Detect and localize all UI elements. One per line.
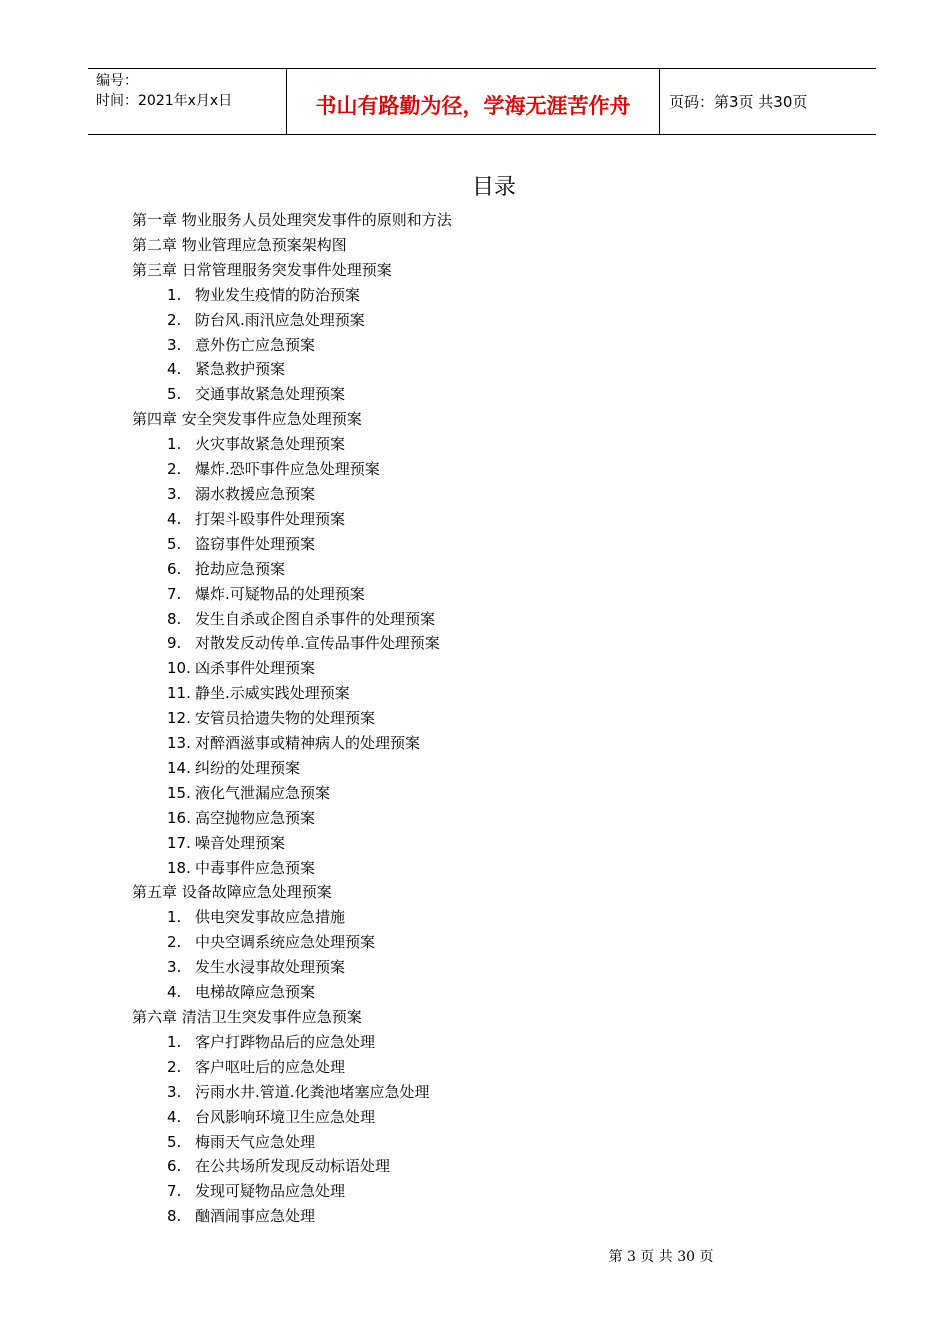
header-time: 时间：2021年x月x日 xyxy=(96,93,233,109)
toc-entry-text: 盗窃事件处理预案 xyxy=(195,534,316,553)
toc-item[interactable] xyxy=(132,905,832,930)
toc-item-number: 16. xyxy=(167,808,191,827)
toc-item[interactable] xyxy=(132,457,832,482)
toc-item-number: 4. xyxy=(167,360,182,379)
toc-item-number: 2. xyxy=(167,460,182,479)
toc-entry-text: 纠纷的处理预案 xyxy=(195,758,301,777)
toc-entry-text: 抢劫应急预案 xyxy=(195,559,286,578)
toc-entry-text: 酗酒闹事应急处理 xyxy=(195,1207,316,1226)
toc-entry-text: 高空抛物应急预案 xyxy=(195,808,316,827)
toc-entry-text: 对散发反动传单.宣传品事件处理预案 xyxy=(195,634,440,653)
toc-item[interactable] xyxy=(132,806,832,831)
page-footer: 第 3 页 共 30 页 xyxy=(608,1249,714,1265)
toc-item-number: 9. xyxy=(167,634,182,653)
toc-item[interactable] xyxy=(132,1179,832,1204)
toc-item[interactable] xyxy=(132,756,832,781)
toc-chapter[interactable] xyxy=(132,407,832,432)
toc-entry-text: 交通事故紧急处理预案 xyxy=(195,385,346,404)
toc-item-number: 1. xyxy=(167,1032,182,1051)
toc-item[interactable] xyxy=(132,432,832,457)
toc-entry-text: 紧急救护预案 xyxy=(195,360,286,379)
toc-entry-text: 污雨水井.管道.化粪池堵塞应急处理 xyxy=(195,1082,430,1101)
toc-item-number: 5. xyxy=(167,534,182,553)
toc-item-number: 3. xyxy=(167,484,182,503)
toc-item-number: 3. xyxy=(167,335,182,354)
toc-chapter[interactable] xyxy=(132,208,832,233)
toc-item[interactable] xyxy=(132,283,832,308)
toc-entry-text: 火灾事故紧急处理预案 xyxy=(195,435,346,454)
toc-item[interactable] xyxy=(132,781,832,806)
toc-item-number: 18. xyxy=(167,858,191,877)
toc-item[interactable] xyxy=(132,532,832,557)
toc-entry-text: 物业服务人员处理突发事件的原则和方法 xyxy=(181,211,452,229)
header-number-label: 编号： xyxy=(96,73,138,89)
toc-entry-text: 日常管理服务突发事件处理预案 xyxy=(181,260,392,279)
toc-item-number: 3. xyxy=(167,1082,182,1101)
toc-item-number: 12. xyxy=(167,709,191,728)
toc-entry-text: 静坐.示威实践处理预案 xyxy=(195,684,350,703)
toc-item[interactable] xyxy=(132,308,832,333)
toc-item-number: 13. xyxy=(167,734,191,753)
toc-item[interactable] xyxy=(132,607,832,632)
toc-item-number: 2. xyxy=(167,933,182,952)
toc-item[interactable] xyxy=(132,856,832,881)
toc-entry-text: 液化气泄漏应急预案 xyxy=(195,783,331,802)
toc-item-number: 8. xyxy=(167,609,182,628)
toc-chapter-label: 第一章 xyxy=(132,211,178,229)
toc-entry-text: 中毒事件应急预案 xyxy=(195,858,316,877)
page-header xyxy=(88,68,876,135)
toc-entry-text: 安全突发事件应急处理预案 xyxy=(181,410,362,429)
toc-item-number: 7. xyxy=(167,1182,182,1201)
toc-item-number: 4. xyxy=(167,1107,182,1126)
toc-item[interactable] xyxy=(132,1130,832,1155)
toc-item[interactable] xyxy=(132,631,832,656)
toc-item-number: 3. xyxy=(167,958,182,977)
toc-item[interactable] xyxy=(132,656,832,681)
header-meta xyxy=(88,69,287,134)
toc-entry-text: 凶杀事件处理预案 xyxy=(195,659,316,678)
toc-item[interactable] xyxy=(132,582,832,607)
toc-chapter-label: 第三章 xyxy=(132,260,178,279)
toc-entry-text: 对醉酒滋事或精神病人的处理预案 xyxy=(195,734,421,753)
toc-chapter[interactable] xyxy=(132,233,832,258)
toc-chapter-label: 第六章 xyxy=(132,1008,178,1026)
header-motto: 书山有路勤为径，学海无涯苦作舟 xyxy=(287,69,660,134)
toc-entry-text: 打架斗殴事件处理预案 xyxy=(195,509,346,528)
toc-item[interactable] xyxy=(132,333,832,358)
toc-chapter-label: 第五章 xyxy=(132,883,178,902)
header-page-info: 页码：第3页 共30页 xyxy=(669,93,808,111)
toc-item[interactable] xyxy=(132,557,832,582)
toc-item-number: 15. xyxy=(167,783,191,802)
toc-item[interactable] xyxy=(132,1154,832,1179)
toc-item[interactable] xyxy=(132,482,832,507)
toc-item-number: 6. xyxy=(167,1157,182,1176)
toc-item-number: 1. xyxy=(167,908,182,927)
toc-item[interactable] xyxy=(132,955,832,980)
toc-item-number: 5. xyxy=(167,1132,182,1151)
toc-chapter-label: 第二章 xyxy=(132,235,178,254)
toc-item[interactable] xyxy=(132,681,832,706)
toc-item-number: 7. xyxy=(167,584,182,603)
toc-item-number: 4. xyxy=(167,509,182,528)
toc-item-number: 5. xyxy=(167,385,182,404)
toc-entry-text: 中央空调系统应急处理预案 xyxy=(195,933,376,952)
toc-entry-text: 供电突发事故应急措施 xyxy=(195,908,346,927)
toc-item-number: 1. xyxy=(167,285,182,304)
toc-item[interactable] xyxy=(132,831,832,856)
toc-item[interactable] xyxy=(132,980,832,1005)
table-of-contents xyxy=(132,208,832,1229)
toc-chapter[interactable] xyxy=(132,258,832,283)
toc-entry-text: 发生自杀或企图自杀事件的处理预案 xyxy=(195,609,436,628)
toc-item-number: 11. xyxy=(167,684,191,703)
toc-item[interactable] xyxy=(132,706,832,731)
toc-entry-text: 客户呕吐后的应急处理 xyxy=(195,1057,346,1076)
toc-entry-text: 防台风.雨汛应急处理预案 xyxy=(195,310,365,329)
toc-item[interactable] xyxy=(132,731,832,756)
toc-item[interactable] xyxy=(132,930,832,955)
toc-item-number: 2. xyxy=(167,310,182,329)
toc-entry-text: 爆炸.可疑物品的处理预案 xyxy=(195,584,365,603)
toc-entry-text: 客户打跸物品后的应急处理 xyxy=(195,1032,376,1051)
toc-title: 目录 xyxy=(471,175,516,200)
toc-chapter-label: 第四章 xyxy=(132,410,178,429)
toc-item[interactable] xyxy=(132,382,832,407)
toc-item-number: 8. xyxy=(167,1207,182,1226)
toc-item-number: 1. xyxy=(167,435,182,454)
toc-item[interactable] xyxy=(132,1105,832,1130)
toc-entry-text: 电梯故障应急预案 xyxy=(195,983,316,1002)
toc-entry-text: 物业管理应急预案架构图 xyxy=(181,235,347,254)
toc-item[interactable] xyxy=(132,1030,832,1055)
toc-chapter[interactable] xyxy=(132,1005,832,1030)
toc-entry-text: 安管员拾遗失物的处理预案 xyxy=(195,709,376,728)
toc-entry-text: 溺水救援应急预案 xyxy=(195,484,316,503)
toc-entry-text: 台风影响环境卫生应急处理 xyxy=(195,1107,376,1126)
toc-item[interactable] xyxy=(132,507,832,532)
toc-item[interactable] xyxy=(132,1055,832,1080)
toc-entry-text: 设备故障应急处理预案 xyxy=(181,883,332,902)
toc-item[interactable] xyxy=(132,357,832,382)
toc-item-number: 6. xyxy=(167,559,182,578)
toc-item-number: 17. xyxy=(167,833,191,852)
toc-item[interactable] xyxy=(132,1080,832,1105)
toc-entry-text: 在公共场所发现反动标语处理 xyxy=(195,1157,391,1176)
toc-entry-text: 梅雨天气应急处理 xyxy=(195,1132,316,1151)
toc-entry-text: 意外伤亡应急预案 xyxy=(195,335,316,354)
toc-entry-text: 清洁卫生突发事件应急预案 xyxy=(181,1008,362,1026)
toc-item-number: 14. xyxy=(167,758,191,777)
toc-chapter[interactable] xyxy=(132,880,832,905)
toc-entry-text: 发现可疑物品应急处理 xyxy=(195,1182,346,1201)
toc-entry-text: 物业发生疫情的防治预案 xyxy=(195,285,361,304)
toc-entry-text: 噪音处理预案 xyxy=(195,833,286,852)
toc-item-number: 4. xyxy=(167,983,182,1002)
toc-entry-text: 发生水浸事故处理预案 xyxy=(195,958,346,977)
toc-item-number: 10. xyxy=(167,659,191,678)
toc-item[interactable] xyxy=(132,1204,832,1229)
toc-item-number: 2. xyxy=(167,1057,182,1076)
toc-entry-text: 爆炸.恐吓事件应急处理预案 xyxy=(195,460,380,479)
